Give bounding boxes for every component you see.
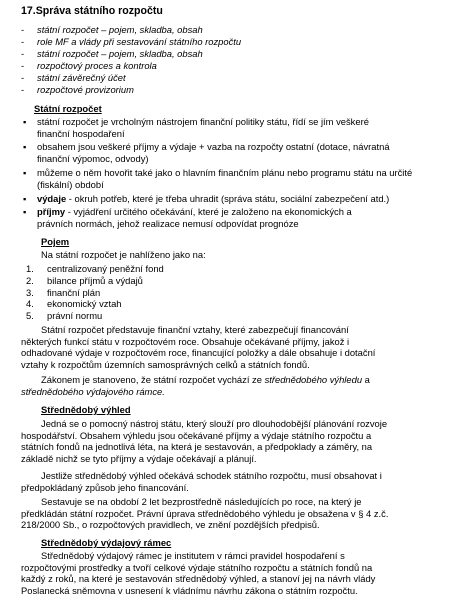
list-item: 1. centralizovaný peněžní fond	[26, 263, 164, 274]
outline-item: - státní rozpočet – pojem, skladba, obsah	[21, 24, 203, 35]
bullet-marker: ▪	[23, 141, 27, 152]
outline-item: - role MF a vlády při sestavování státního rozpočtu	[21, 36, 242, 47]
section-heading-statni-rozpocet: Státní rozpočet	[34, 103, 102, 114]
dash-marker: -	[21, 84, 25, 95]
vyhled-paragraph: Jedná se o pomocný nástroj státu, který slouží pro dlouhodobější plánování rozvoje hospodářství. Obsahem výhledu jsou očekávané příjmy a výdaje státního rozpočtu a státních fondů na jednotlivá léta, na která je sestavován, a předpoklady a záměry, na základě nichž se tyto příjmy a výdaje očekávají a plánují.	[21, 418, 388, 464]
bullet-marker: ▪	[23, 167, 27, 178]
pojem-intro: Na státní rozpočet je nahlíženo jako na:	[41, 249, 206, 260]
page-title: 17.Správa státního rozpočtu	[21, 5, 163, 17]
dash-marker: -	[21, 48, 25, 59]
pojem-paragraph-2: Zákonem je stanoveno, že státní rozpočet vychází ze střednědobého výhledu a střednědobého výdajového rámce.	[21, 374, 370, 397]
outline-item: - státní rozpočet – pojem, skladba, obsah	[21, 48, 203, 59]
bullet-marker: ▪	[23, 116, 27, 127]
ramec-paragraph: Střednědobý výdajový rámec je institutem v rámci pravidel hospodaření s rozpočtovými prostředky a tvoří celkové výdaje státního rozpočtu a státních fondů na každý z roků, na které je sestavován střednědobý výhled, a stanoví jej na návrh vlády Poslanecká sněmovna v usnesení k vládnímu návrhu zákona o státním rozpočtu.	[21, 550, 376, 596]
list-item: 4. ekonomický vztah	[26, 298, 122, 310]
dash-marker: -	[21, 72, 25, 83]
outline-item: - rozpočtový proces a kontrola	[21, 60, 157, 71]
outline-item: - státní závěrečný účet	[21, 72, 126, 83]
term-prijmy: příjmy	[37, 206, 66, 217]
vyhled-paragraph-2: Jestliže střednědobý výhled očekává schodek státního rozpočtu, musí obsahovat i předpokládaný způsob jeho financování.	[21, 470, 382, 493]
bullet-marker: ▪	[23, 193, 27, 204]
pojem-paragraph: Státní rozpočet představuje finanční vztahy, které zabezpečují financování některých funkcí státu v rozpočtovém roce. Obsahuje očekávané příjmy, jakož i odhadované výdaje v rozpočtovém roce, financující položky a dále obsahuje i dotační vztahy k rozpočtům územních samosprávných celků a státních fondů.	[21, 324, 376, 370]
pojem-list	[26, 263, 164, 322]
section-heading-pojem: Pojem	[41, 236, 70, 247]
section-heading-ramec: Střednědobý výdajový rámec	[41, 537, 172, 548]
outline-item: - rozpočtové provizorium	[21, 84, 134, 95]
list-item: 5. právní normu	[26, 310, 103, 322]
list-item: 2. bilance příjmů a výdajů	[26, 274, 143, 286]
dash-marker: -	[21, 60, 25, 71]
outline-list	[21, 24, 241, 96]
section-heading-vyhled: Střednědobý výhled	[41, 404, 131, 415]
term-vydaje: výdaje	[37, 193, 67, 204]
dash-marker: -	[21, 36, 25, 47]
dash-marker: -	[21, 24, 25, 35]
bullet-marker: ▪	[23, 206, 27, 217]
vyhled-paragraph-3: Sestavuje se na období 2 let bezprostředně následujících po roce, na který je předkládán státní rozpočet. Právní úprava střednědobého výhledu je obsažena v § 4 z.č. 218/2000 Sb., o rozpočtových pravidlech, ve znění pozdějších předpisů.	[21, 496, 389, 531]
list-item: 3. finanční plán	[26, 286, 101, 298]
document-page: 17.Správa státního rozpočtu - státní rozpočet – pojem, skladba, obsah - role MF a vlády při sestavování státního rozpočtu - státní rozpočet – pojem, skladba, obsah - rozpočtový proces a kontrola - státní závěrečný účet - rozpočtové provizorium Státní rozpočet ▪ státní rozpočet je vrcholným nástrojem finanční politiky státu, řídí se jím veškeré finanční hospodaření ▪ obsahem jsou veškeré příjmy a výdaje + vazba na rozpočty ostatní (dotace, návratná finanční výpomoc, odvody) ▪ můžeme o něm hovořit také jako o hlavním finančním plánu nebo programu státu na určité (fiskální) období ▪ výdaje - okruh potřeb, které je třeba uhradit (správa státu, sociální zabezpečení atd.) ▪ příjmy - vyjádření určitého očekávání, které je založeno na ekonomických a právních normách, jehož realizace nemusí odpovídat prognóze Pojem Na státní rozpočet je nahlíženo jako na: 1. centralizovaný peněžní fond 2. bilance příjmů a výdajů 3. finanční plán 4. ekonomický vztah 5. právní normu Státní rozpočet představuje finanční vztahy, které zabezpečují financování některých funkcí státu v rozpočtovém roce. Obsahuje očekávané příjmy, jakož i odhadované výdaje v rozpočtovém roce, financující položky a dále obsahuje i dotační vztahy k rozpočtům územních samosprávných celků a státních fondů. Zákonem je stanoveno, že státní rozpočet vychází ze střednědobého výhledu a střednědobého výdajového rámce. Střednědobý výhled Jedná se o pomocný nástroj státu, který slouží pro dlouhodobější plánování rozvoje hospodářství. Obsahem výhledu jsou očekávané příjmy a výdaje státního rozpočtu a státních fondů na jednotlivá léta, na která je sestavován, a předpoklady a záměry, na základě nichž se tyto příjmy a výdaje očekávají a plánují. Jestliže střednědobý výhled očekává schodek státního rozpočtu, musí obsahovat i předpokládaný způsob jeho financování. Sestavuje se na období 2 let bezprostředně následujících po roce, na který je předkládán státní rozpočet. Právní úprava střednědobého výhledu je obsažena v § 4 z.č. 218/2000 Sb., o rozpočtových pravidlech, ve znění pozdějších předpisů. Střednědobý výdajový rámec Střednědobý výdajový rámec je institutem v rámci pravidel hospodaření s rozpočtovými prostředky a tvoří celkové výdaje státního rozpočtu a státních fondů na každý z roků, na které je sestavován střednědobý výhled, a stanoví jej na návrh vlády Poslanecká sněmovna v usnesení k vládnímu návrhu zákona o státním rozpočtu.	[0, 0, 461, 603]
